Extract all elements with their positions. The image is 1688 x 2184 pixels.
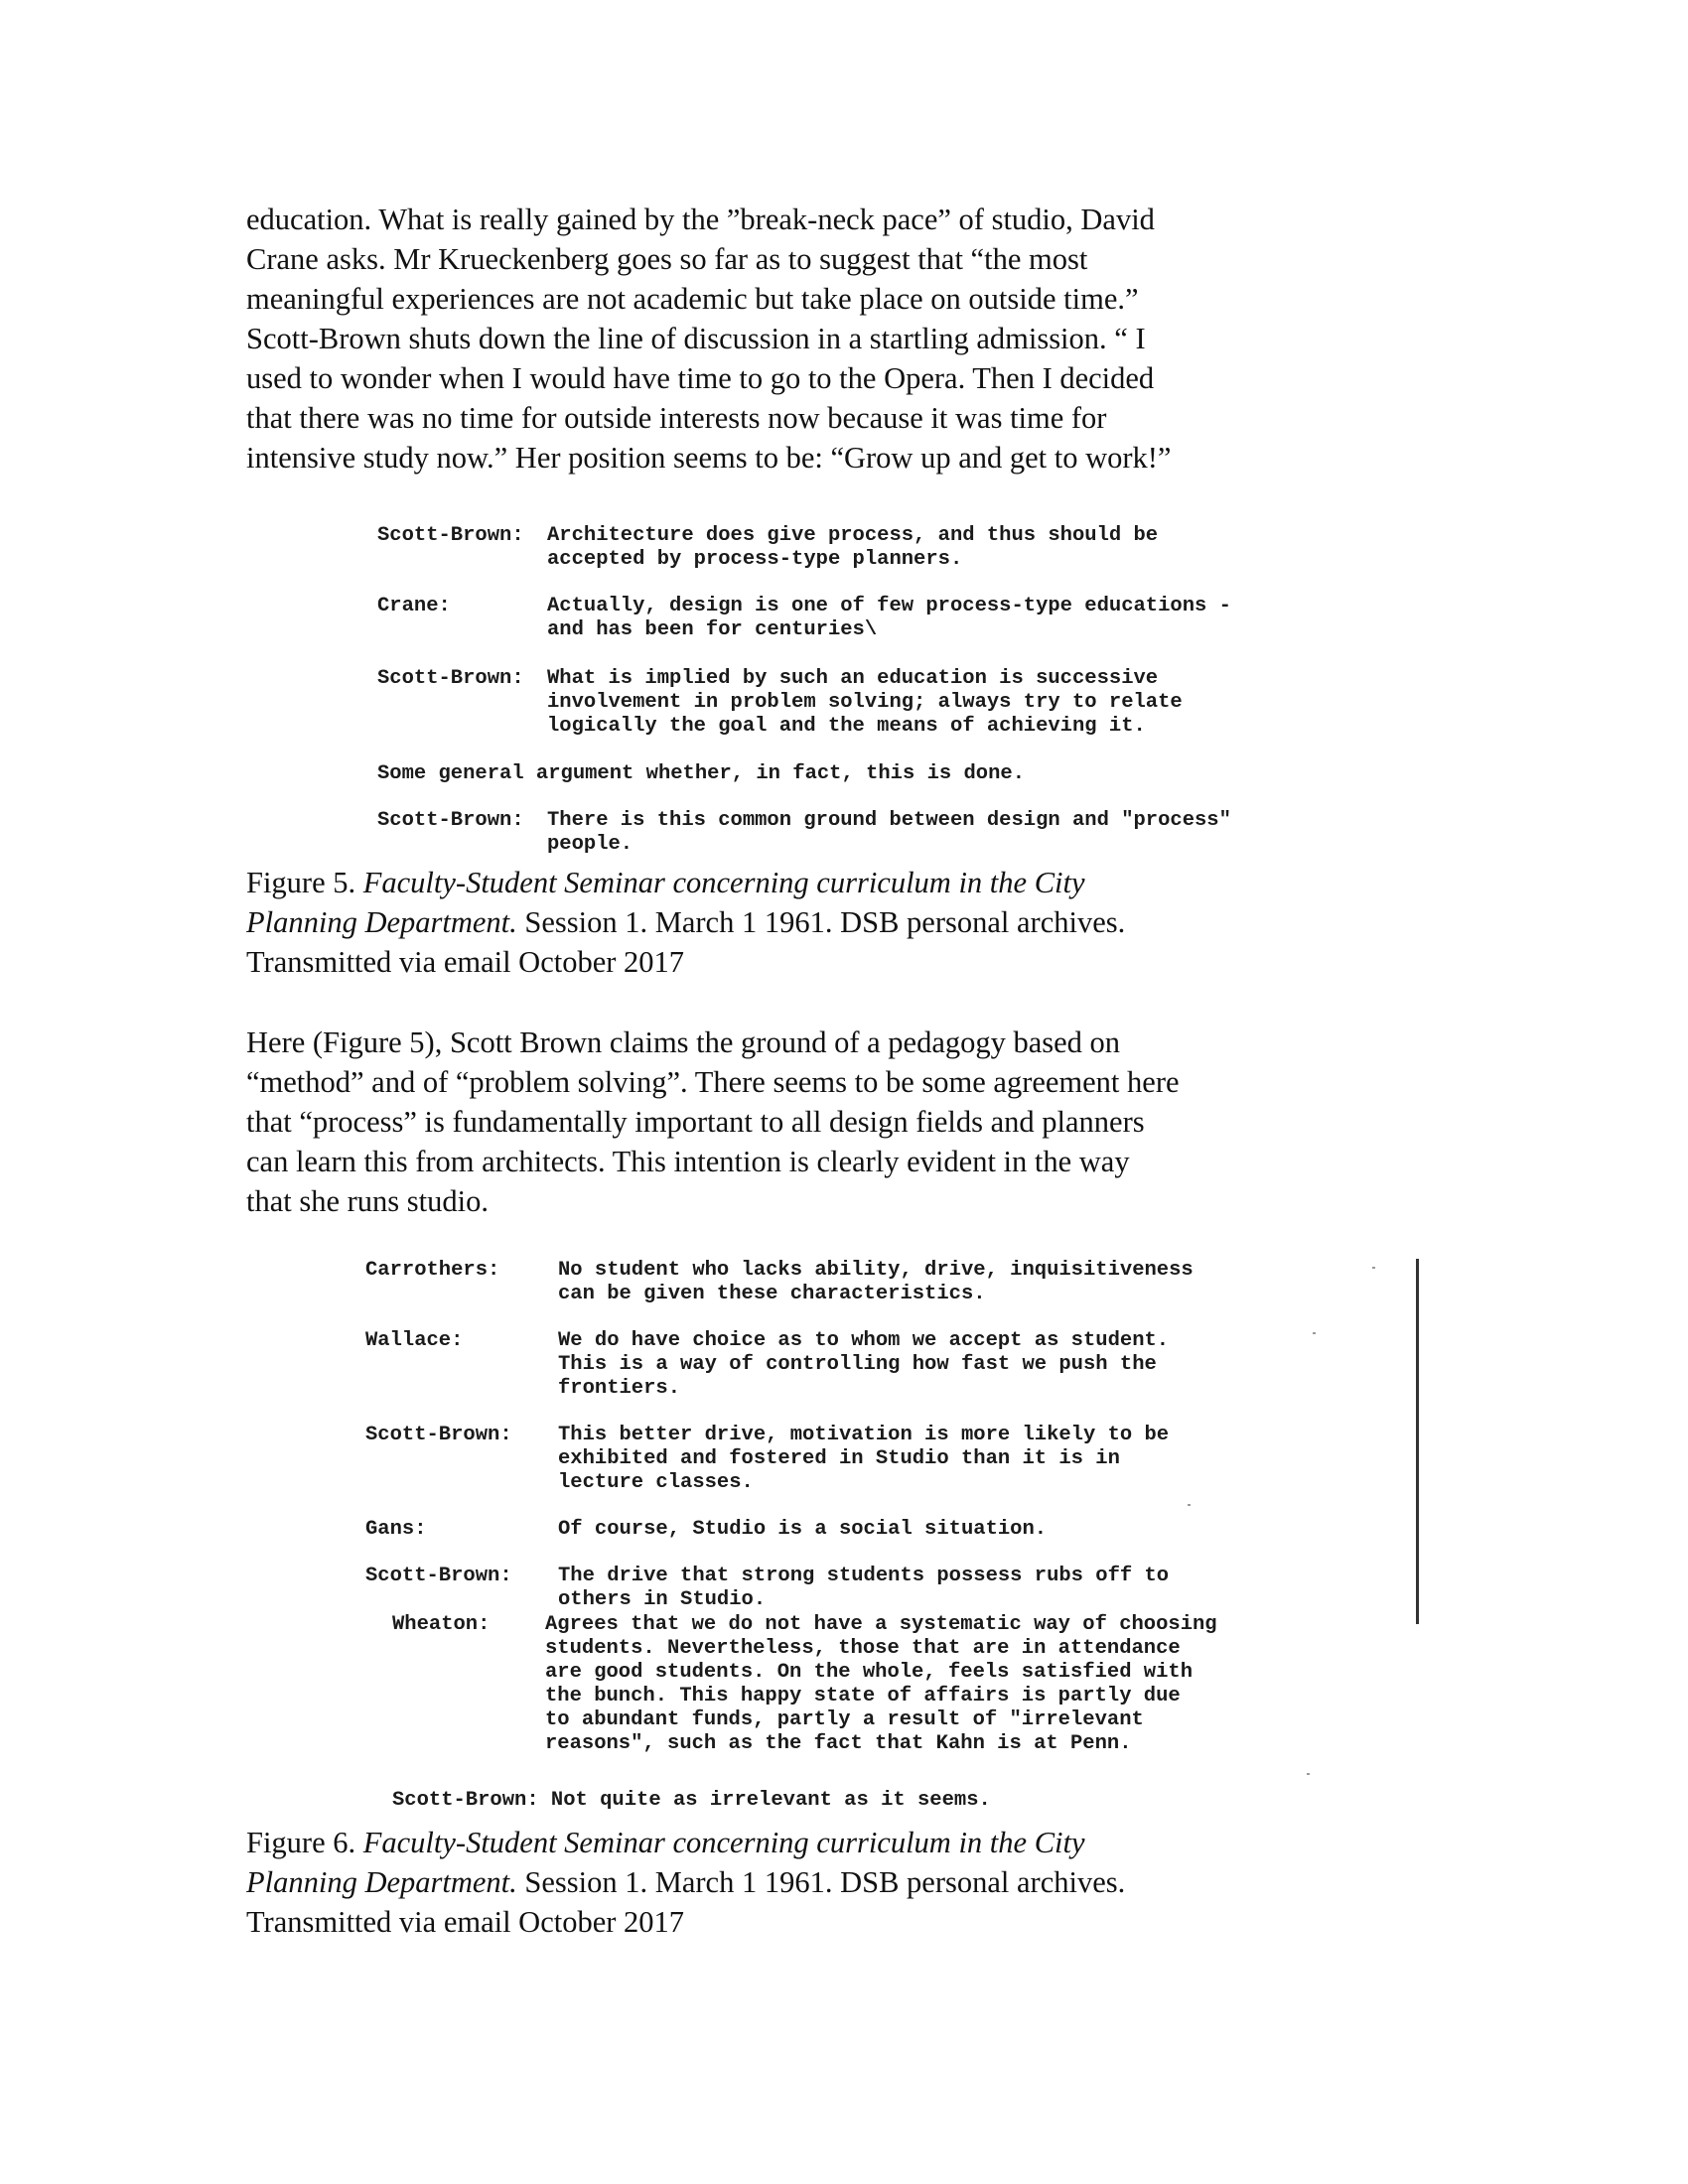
transcript-line: can be given these characteristics. xyxy=(558,1283,986,1305)
figure-5-caption xyxy=(246,863,1418,982)
transcript-line: are good students. On the whole, feels satisfied with xyxy=(545,1661,1194,1684)
transcript-text xyxy=(558,1518,1047,1542)
paragraph-line: Crane asks. Mr Krueckenberg goes so far as to suggest that “the most xyxy=(246,242,1088,276)
paragraph-line: that she runs studio. xyxy=(246,1184,489,1218)
transcript-text xyxy=(558,1259,1194,1306)
paragraph-line: that “process” is fundamentally important to all design fields and planners xyxy=(246,1105,1145,1139)
paragraph-line: can learn this from architects. This intention is clearly evident in the way xyxy=(246,1145,1130,1178)
paragraph-line: intensive study now.” Her position seems to be: “Grow up and get to work!” xyxy=(246,441,1172,475)
scan-edge-line xyxy=(1416,1259,1419,1624)
caption-line xyxy=(246,1823,1418,1862)
caption-line xyxy=(246,863,1418,902)
transcript-line: The drive that strong students possess rubs off to xyxy=(558,1565,1170,1587)
transcript-line: Scott-Brown: Not quite as irrelevant as it seems. xyxy=(392,1789,991,1812)
figure-title: Faculty-Student Seminar concerning curriculum in the City xyxy=(362,1826,1085,1859)
transcript-line: Some general argument whether, in fact, this is done. xyxy=(377,762,1026,785)
transcript-line: frontiers. xyxy=(558,1377,681,1400)
transcript-line: accepted by process-type planners. xyxy=(547,548,963,571)
figure-6-caption xyxy=(246,1823,1418,1942)
transcript-line: students. Nevertheless, those that are in attendance xyxy=(545,1637,1181,1660)
transcript-text xyxy=(392,1789,991,1813)
transcript-text xyxy=(558,1424,1169,1495)
figure-title: Planning Department. xyxy=(246,905,517,939)
speaker-label: Gans: xyxy=(365,1518,427,1541)
speaker-label: Crane: xyxy=(377,595,451,617)
paragraph-line: used to wonder when I would have time to go to the Opera. Then I decided xyxy=(246,361,1155,395)
figure-title: Faculty-Student Seminar concerning curriculum in the City xyxy=(362,866,1085,899)
transcript-line: exhibited and fostered in Studio than it is in xyxy=(558,1447,1120,1470)
transcript-line: logically the goal and the means of achieving it. xyxy=(547,715,1146,738)
figure-source: Session 1. March 1 1961. DSB personal archives. xyxy=(516,905,1126,939)
scan-speck xyxy=(1307,1773,1310,1775)
speaker-label: Wallace: xyxy=(365,1329,464,1352)
paragraph-line: “method” and of “problem solving”. There seems to be some agreement here xyxy=(246,1065,1180,1099)
transcript-line: Of course, Studio is a social situation. xyxy=(558,1518,1048,1541)
transcript-text xyxy=(558,1565,1169,1612)
speaker-label: Scott-Brown: xyxy=(365,1565,512,1587)
transcript-line: the bunch. This happy state of affairs is partly due xyxy=(545,1685,1181,1707)
transcript-text xyxy=(547,809,1231,857)
transcript-line: There is this common ground between design and "process" xyxy=(547,809,1231,832)
transcript-line: people. xyxy=(547,833,633,856)
caption-line: Transmitted via email October 2017 xyxy=(246,1905,685,1939)
transcript-line: Architecture does give process, and thus should be xyxy=(547,524,1159,547)
transcript-line: We do have choice as to whom we accept as student. xyxy=(558,1329,1170,1352)
caption-line: Transmitted via email October 2017 xyxy=(246,945,685,979)
transcript-line: to abundant funds, partly a result of "irrelevant xyxy=(545,1708,1144,1731)
transcript-line: No student who lacks ability, drive, inquisitiveness xyxy=(558,1259,1194,1282)
transcript-line: This better drive, motivation is more likely to be xyxy=(558,1424,1170,1446)
transcript-text xyxy=(547,667,1183,739)
transcript-line: and has been for centuries\ xyxy=(547,618,878,641)
paragraph-line: education. What is really gained by the ”break-neck pace” of studio, David xyxy=(246,203,1155,236)
figure-6-scan xyxy=(365,1259,1358,1825)
figure-label: Figure 5. xyxy=(246,866,356,899)
speaker-label: Scott-Brown: xyxy=(377,524,524,547)
speaker-label: Carrothers: xyxy=(365,1259,500,1282)
transcript-line: Actually, design is one of few process-type educations - xyxy=(547,595,1231,617)
transcript-line: involvement in problem solving; always try to relate xyxy=(547,691,1183,714)
paragraph-line: that there was no time for outside interests now because it was time for xyxy=(246,401,1107,435)
body-paragraph-1 xyxy=(246,200,1418,478)
speaker-label: Scott-Brown: xyxy=(377,667,524,690)
transcript-line: lecture classes. xyxy=(558,1471,754,1494)
figure-label: Figure 6. xyxy=(246,1826,356,1859)
transcript-text xyxy=(545,1613,1217,1756)
scan-speck xyxy=(1188,1504,1191,1506)
figure-5-scan xyxy=(377,524,1370,862)
paragraph-line: Here (Figure 5), Scott Brown claims the ground of a pedagogy based on xyxy=(246,1025,1121,1059)
transcript-line: What is implied by such an education is successive xyxy=(547,667,1159,690)
caption-line xyxy=(246,1862,1418,1902)
transcript-text xyxy=(377,762,1025,786)
caption-line xyxy=(246,902,1418,942)
body-paragraph-2 xyxy=(246,1023,1418,1221)
figure-title: Planning Department. xyxy=(246,1865,517,1899)
paragraph-line: meaningful experiences are not academic but take place on outside time.” xyxy=(246,282,1139,316)
paragraph-line: Scott-Brown shuts down the line of discussion in a startling admission. “ I xyxy=(246,322,1146,355)
speaker-label: Scott-Brown: xyxy=(377,809,524,832)
transcript-text xyxy=(558,1329,1169,1401)
transcript-text xyxy=(547,524,1158,572)
transcript-line: Agrees that we do not have a systematic way of choosing xyxy=(545,1613,1217,1636)
speaker-label: Wheaton: xyxy=(392,1613,491,1636)
transcript-line: This is a way of controlling how fast we push the xyxy=(558,1353,1157,1376)
figure-source: Session 1. March 1 1961. DSB personal archives. xyxy=(516,1865,1126,1899)
transcript-text xyxy=(547,595,1231,642)
scan-speck xyxy=(1372,1267,1375,1269)
speaker-label: Scott-Brown: xyxy=(365,1424,512,1446)
transcript-line: reasons", such as the fact that Kahn is at Penn. xyxy=(545,1732,1132,1755)
scan-speck xyxy=(1313,1332,1316,1334)
transcript-line: others in Studio. xyxy=(558,1588,767,1611)
